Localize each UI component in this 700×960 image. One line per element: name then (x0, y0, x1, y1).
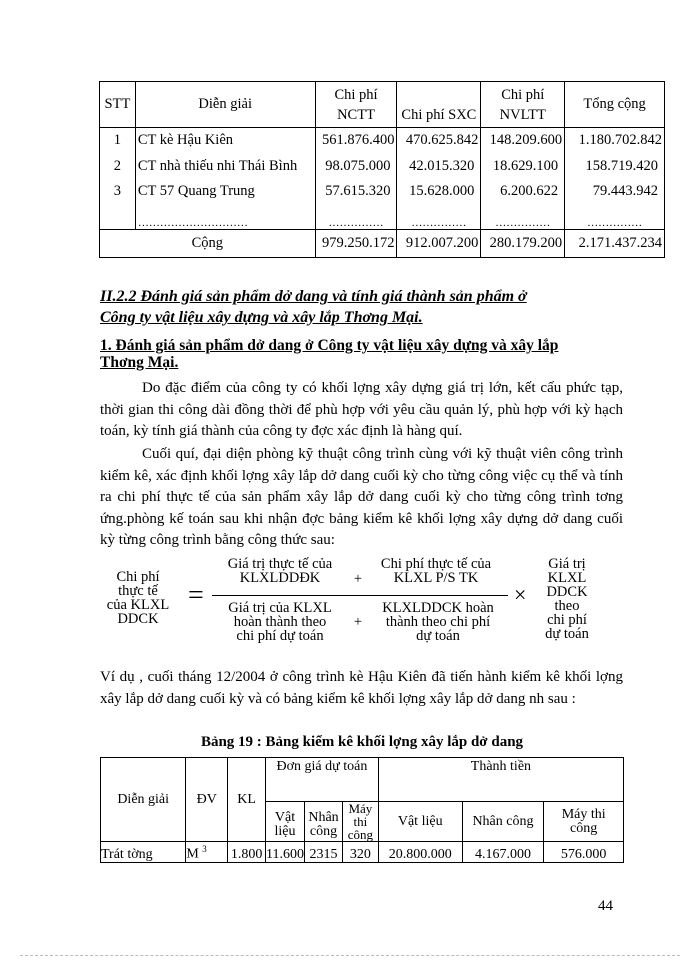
formula-rhs (532, 557, 602, 641)
row-total: 1.180.702.842 (565, 128, 665, 154)
row-nvltt: 18.629.100 (481, 154, 565, 179)
paragraph-3: Ví dụ , cuối tháng 12/2004 ở công trình kè Hậu Kiên đã tiến hành kiểm kê khối lợng xây lắp dở dang cuối kỳ và có bảng kiểm kê khối lợng xây lắp dở dang nh sau : (100, 669, 623, 707)
formula-numerator-b (368, 557, 504, 585)
cost-summary-table (99, 81, 665, 258)
formula-lhs-line: của KLXL (106, 597, 170, 613)
subheading-line2: Thơng Mại. (100, 354, 179, 371)
formula-equals-sign: = (188, 580, 204, 611)
row-nctt: 98.075.000 (315, 154, 397, 179)
row-sxc: 42.015.320 (397, 154, 481, 179)
formula-text-line: KLXL P/S TK (393, 570, 479, 586)
row-stt (100, 204, 136, 230)
formula-fraction-bar (212, 595, 508, 596)
section-heading-line2: Công ty vật liệu xây dựng và xây lắp Thơng Mại. (100, 309, 423, 326)
row-nctt: 561.876.400 (315, 128, 397, 154)
header-price-labor: Nhân công (305, 802, 343, 842)
table-row (100, 154, 665, 179)
formula-text-line: theo (554, 598, 580, 614)
row-description: CT kè Hậu Kiên (135, 128, 315, 154)
header-amount-machine: Máy thi công (544, 802, 624, 842)
row-nvltt: 6.200.622 (481, 179, 565, 204)
header-quantity: KL (228, 758, 266, 842)
header-unit: ĐV (186, 758, 228, 842)
formula-text-line: Giá trị thực tế của (227, 556, 333, 572)
table-row (100, 128, 665, 154)
formula-text-line: dự toán (416, 628, 460, 644)
total-total: 2.171.437.234 (565, 230, 665, 258)
formula-text-line: KLXLDDCK hoàn (382, 600, 494, 616)
header-amount: Thành tiền (378, 758, 623, 802)
row-sxc: …………… (397, 204, 481, 230)
formula-lhs-line: Chi phí (116, 569, 160, 585)
row-nctt: 57.615.320 (315, 179, 397, 204)
row-amount-labor: 4.167.000 (462, 842, 544, 863)
formula-numerator-a (210, 557, 350, 585)
row-nvltt: 148.209.600 (481, 128, 565, 154)
row-price-labor: 2315 (305, 842, 343, 863)
row-description: CT 57 Quang Trung (135, 179, 315, 204)
header-nctt: Chi phí NCTT (315, 82, 397, 128)
formula-text-line: Giá trị (548, 556, 586, 572)
formula-text-line: KLXL (547, 570, 587, 586)
header-price-machine: Máy thi công (342, 802, 378, 842)
formula-text-line: chi phí dự toán (236, 628, 324, 644)
row-quantity: 1.800 (228, 842, 266, 863)
formula-lhs (103, 570, 173, 626)
formula-text-line: KLXLDDĐK (239, 570, 321, 586)
header-nvltt: Chi phí NVLTT (481, 82, 565, 128)
formula-text-line: dự toán (545, 626, 589, 642)
formula-text-line: Chi phí thực tế của (380, 556, 492, 572)
total-nctt: 979.250.172 (315, 230, 397, 258)
row-description: Trát tờng (101, 842, 186, 863)
header-unit-price: Đơn giá dự toán (266, 758, 379, 802)
wip-inventory-table (100, 757, 624, 863)
formula-text-line: chi phí (547, 612, 587, 628)
row-description: ………………………… (135, 204, 315, 230)
header-description: Diễn giải (101, 758, 186, 842)
formula-text-line: DDCK (546, 584, 588, 600)
table-row (101, 842, 624, 863)
table2-caption: Bảng 19 : Bảng kiểm kê khối lợng xây lắp dở dang (200, 734, 524, 750)
row-total: 158.719.420 (565, 154, 665, 179)
total-sxc: 912.007.200 (397, 230, 481, 258)
table-total-row (100, 230, 665, 258)
header-stt: STT (100, 82, 136, 128)
row-nctt: …………… (315, 204, 397, 230)
table-header-row (100, 82, 665, 128)
row-price-machine: 320 (342, 842, 378, 863)
header-total: Tổng cộng (565, 82, 665, 128)
formula-text-line: thành theo chi phí (385, 614, 491, 630)
row-unit-text: M (186, 846, 199, 862)
row-description: CT nhà thiếu nhi Thái Bình (135, 154, 315, 179)
table-row (100, 179, 665, 204)
subheading-line1: 1. Đánh giá sản phẩm dở dang ở Công ty vật liệu xây dựng và xây lắp (100, 337, 559, 354)
formula-times-sign: × (514, 582, 527, 607)
formula-lhs-line: DDCK (117, 611, 159, 627)
paragraph-2: Cuối quí, đại diện phòng kỹ thuật công trình cùng với kỹ thuật viên công trình kiểm kê, xác định khối lợng xây lắp dở dang cuối kỳ cho từng công việc cụ thể và tính ra chi phí thực tế của sản phẩm xây lắp dở dang cuối kỳ cho từng công trình tơng ứng.phòng kế toán sau khi nhận đợc bảng kiểm kê khối lợng xây dựng dở dang cuối kỳ từng công trình bằng công thức sau: (100, 446, 623, 548)
header-sxc: Chi phí SXC (397, 82, 481, 128)
row-total: …………… (565, 204, 665, 230)
row-sxc: 15.628.000 (397, 179, 481, 204)
row-stt: 1 (100, 128, 136, 154)
row-unit-superscript: 3 (202, 844, 207, 854)
formula-text-line: Giá trị của KLXL (228, 600, 332, 616)
header-price-materials: Vật liệu (266, 802, 305, 842)
table2-header-row (101, 758, 624, 802)
row-unit (186, 842, 228, 863)
row-amount-machine: 576.000 (544, 842, 624, 863)
header-amount-labor: Nhân công (462, 802, 544, 842)
header-description: Diễn giải (135, 82, 315, 128)
row-stt: 2 (100, 154, 136, 179)
page-number: 44 (598, 898, 613, 914)
section-heading-line1: II.2.2 Đánh giá sản phẩm dở dang và tính giá thành sản phẩm ở (100, 288, 527, 305)
page-bottom-divider (20, 955, 680, 956)
header-amount-materials: Vật liệu (378, 802, 462, 842)
row-sxc: 470.625.842 (397, 128, 481, 154)
row-total: 79.443.942 (565, 179, 665, 204)
paragraph-1: Do đặc điểm của công ty có khối lợng xây dựng giá trị lớn, kết cấu phức tạp, thời gian thi công dài đồng thời để phù hợp với yêu cầu quản lý, phù hợp với kỳ hạch toán, kỳ tính giá thành của công ty đợc xác định là hàng quí. (100, 380, 623, 439)
formula-denominator-b (370, 601, 506, 643)
formula-denominator-a (210, 601, 350, 643)
row-amount-materials: 20.800.000 (378, 842, 462, 863)
total-nvltt: 280.179.200 (481, 230, 565, 258)
row-stt: 3 (100, 179, 136, 204)
formula-text-line: hoàn thành theo (233, 614, 327, 630)
row-price-materials: 11.600 (266, 842, 305, 863)
formula-lhs-line: thực tế (118, 583, 158, 599)
total-label: Cộng (100, 230, 316, 258)
formula-plus-sign: + (353, 614, 363, 630)
row-nvltt: …………… (481, 204, 565, 230)
table-row-ellipsis (100, 204, 665, 230)
formula-plus-sign: + (353, 571, 363, 587)
